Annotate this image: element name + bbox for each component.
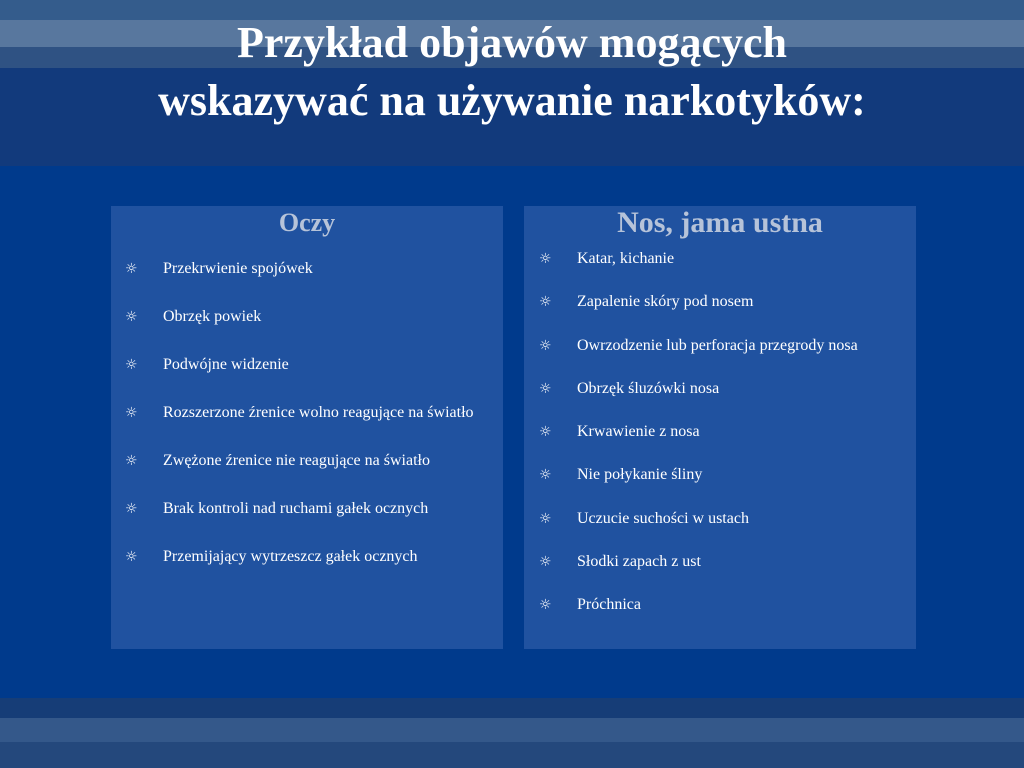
sun-bullet-icon: ☼: [539, 294, 552, 311]
sun-bullet-icon: ☼: [539, 597, 552, 614]
sun-bullet-icon: ☼: [539, 554, 552, 571]
list-item-text: Katar, kichanie: [577, 250, 675, 267]
sun-bullet-icon: ☼: [539, 380, 552, 397]
list-item: [524, 291, 916, 313]
slide-title: Przykład objawów mogących wskazywać na używanie narkotyków:: [158, 18, 866, 125]
sun-bullet-icon: ☼: [539, 510, 552, 527]
sun-bullet-icon: ☼: [539, 337, 552, 354]
sun-bullet-icon: ☼: [125, 405, 138, 421]
list-item-text: Uczucie suchości w ustach: [577, 509, 749, 527]
eyes-panel-heading: Oczy: [278, 208, 336, 237]
list-item: [524, 464, 916, 486]
list-item: [524, 378, 916, 400]
sun-bullet-icon: ☼: [125, 453, 138, 469]
nose-mouth-panel-heading: Nos, jama ustna: [617, 206, 823, 239]
sun-bullet-icon: ☼: [125, 549, 138, 565]
sun-bullet-icon: ☼: [125, 261, 138, 277]
list-item: [111, 306, 503, 328]
list-item: [111, 546, 503, 568]
footer-stripe: [0, 718, 1024, 742]
list-item: [111, 450, 503, 472]
eyes-symptom-list: [111, 258, 503, 568]
list-item: [524, 508, 916, 530]
sun-bullet-icon: ☼: [539, 467, 552, 484]
sun-bullet-icon: ☼: [125, 357, 138, 373]
list-item: [111, 402, 503, 424]
sun-bullet-icon: ☼: [125, 309, 138, 325]
list-item-text: Obrzęk powiek: [163, 308, 262, 325]
list-item-text: Próchnica: [577, 596, 641, 614]
list-item: [111, 498, 503, 520]
list-item: [524, 335, 916, 357]
list-item-text: Krwawienie z nosa: [577, 423, 700, 441]
list-item-text: Obrzęk śluzówki nosa: [577, 379, 720, 397]
nose-mouth-panel: [524, 206, 916, 649]
footer-stripe: [0, 742, 1024, 768]
list-item-text: Zapalenie skóry pod nosem: [577, 293, 754, 311]
list-item: [524, 594, 916, 616]
list-item-text: Rozszerzone źrenice wolno reagujące na światło: [163, 404, 474, 421]
list-item-text: Przemijający wytrzeszcz gałek ocznych: [163, 548, 418, 565]
list-item: [111, 354, 503, 376]
list-item-text: Owrzodzenie lub perforacja przegrody nosa: [577, 336, 858, 354]
list-item-text: Zwężone źrenice nie reagujące na światło: [163, 452, 430, 469]
list-item-text: Słodki zapach z ust: [577, 553, 701, 571]
sun-bullet-icon: ☼: [539, 424, 552, 441]
list-item: [524, 421, 916, 443]
list-item-text: Podwójne widzenie: [163, 356, 289, 373]
list-item: [111, 258, 503, 280]
list-item-text: Brak kontroli nad ruchami gałek ocznych: [163, 500, 429, 517]
nose-mouth-symptom-list: [524, 248, 916, 616]
eyes-panel: [111, 206, 503, 649]
sun-bullet-icon: ☼: [539, 251, 552, 267]
list-item: [524, 248, 916, 270]
list-item-text: Nie połykanie śliny: [577, 466, 703, 484]
list-item: [524, 551, 916, 573]
sun-bullet-icon: ☼: [125, 501, 138, 517]
list-item-text: Przekrwienie spojówek: [163, 260, 313, 277]
